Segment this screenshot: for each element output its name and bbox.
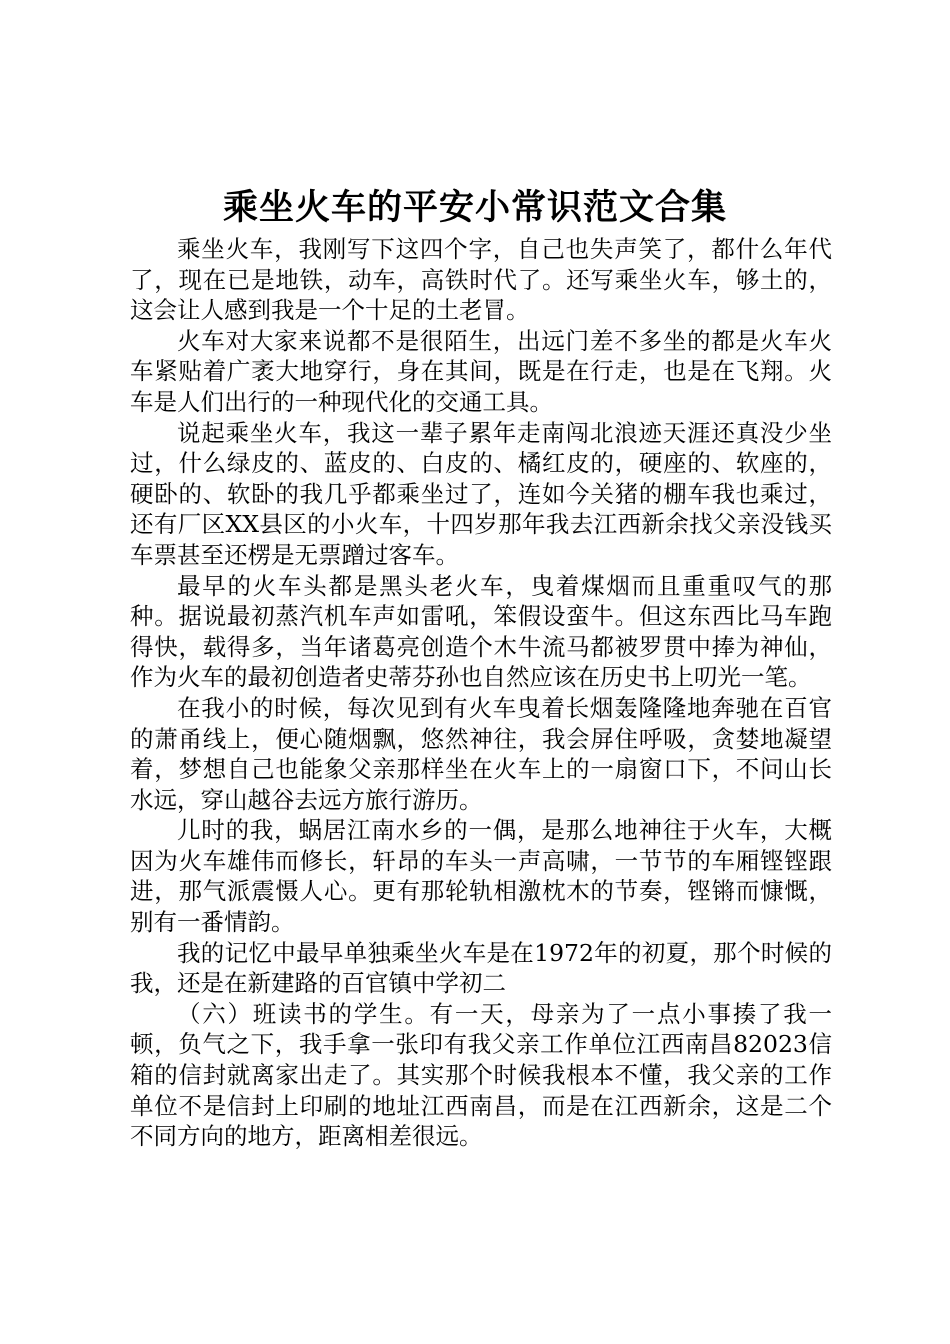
paragraph: 乘坐火车，我刚写下这四个字，自己也失声笑了，都什么年代了，现在已是地铁，动车，高铁时代了。还写乘坐火车，够土的，这会让人感到我是一个十足的土老冒。 — [130, 235, 832, 325]
document-body — [130, 234, 832, 1152]
paragraph: （六）班读书的学生。有一天，母亲为了一点小事揍了我一顿，负气之下，我手拿一张印有我父亲工作单位江西南昌82023信箱的信封就离家出走了。其实那个时候我根本不懂，我父亲的工作单位不是信封上印刷的地址江西南昌，而是在江西新余，这是二个不同方向的地方，距离相差很远。 — [130, 999, 832, 1151]
paragraph: 我的记忆中最早单独乘坐火车是在1972年的初夏，那个时候的我，还是在新建路的百官镇中学初二 — [130, 938, 832, 998]
paragraph: 在我小的时候，每次见到有火车曳着长烟轰隆隆地奔驰在百官的萧甬线上，便心随烟飘，悠然神往，我会屏住呼吸，贪婪地凝望着，梦想自己也能象父亲那样坐在火车上的一扇窗口下，不问山长水远，穿山越谷去远方旅行游历。 — [130, 693, 832, 814]
paragraph: 说起乘坐火车，我这一辈子累年走南闯北浪迹天涯还真没少坐过，什么绿皮的、蓝皮的、白皮的、橘红皮的，硬座的、软座的，硬卧的、软卧的我几乎都乘坐过了，连如今关猪的棚车我也乘过，还有厂区XX县区的小火车，十四岁那年我去江西新余找父亲没钱买车票甚至还楞是无票蹭过客车。 — [130, 418, 832, 569]
paragraph: 火车对大家来说都不是很陌生，出远门差不多坐的都是火车火车紧贴着广袤大地穿行，身在其间，既是在行走，也是在飞翔。火车是人们出行的一种现代化的交通工具。 — [130, 326, 832, 416]
paragraph: 最早的火车头都是黑头老火车，曳着煤烟而且重重叹气的那种。据说最初蒸汽机车声如雷吼，笨假设蛮牛。但这东西比马车跑得快，载得多，当年诸葛亮创造个木牛流马都被罗贯中捧为神仙，作为火车的最初创造者史蒂芬孙也自然应该在历史书上叨光一笔。 — [130, 571, 832, 692]
document-title: 乘坐火车的平安小常识范文合集 — [222, 187, 727, 228]
paragraph: 儿时的我，蜗居江南水乡的一偶，是那么地神往于火车，大概因为火车雄伟而修长，轩昂的车头一声高啸，一节节的车厢铿铿跟进，那气派震慑人心。更有那轮轨相激枕木的节奏，铿锵而慷慨，别有一番情韵。 — [130, 816, 832, 937]
